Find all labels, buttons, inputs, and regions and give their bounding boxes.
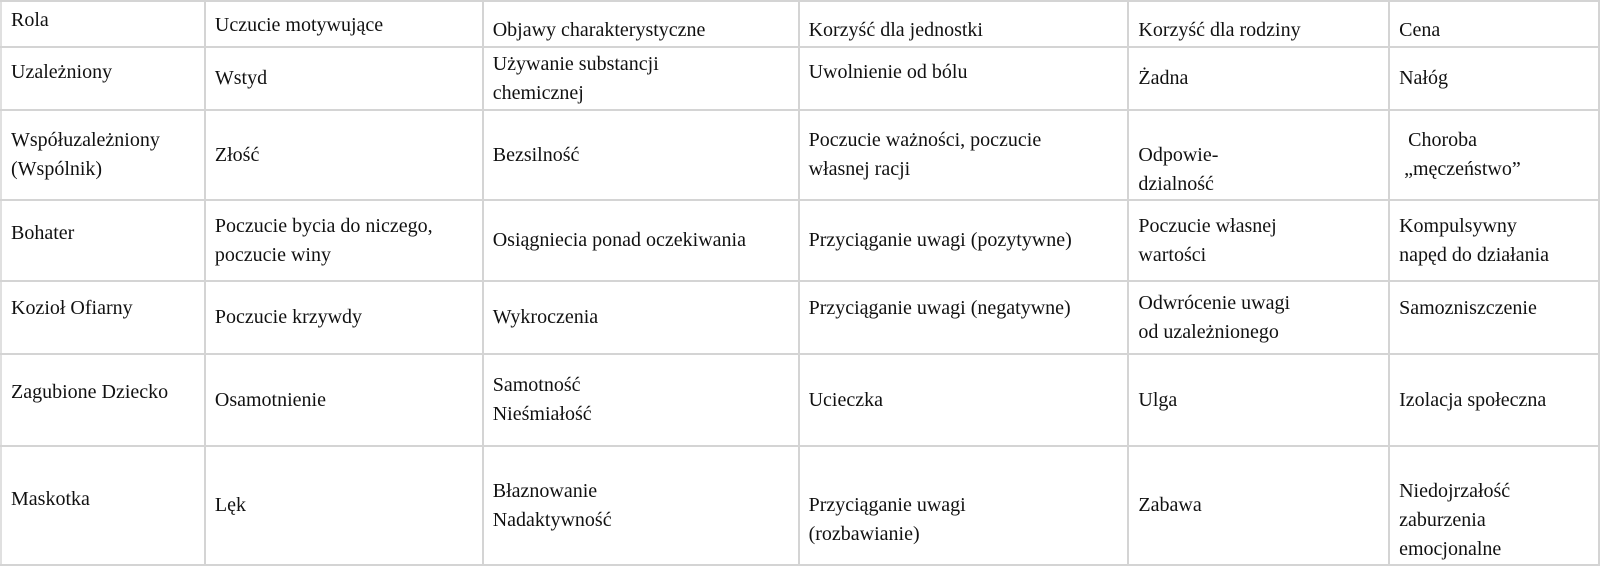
cell-korzysc-jednostki: Poczucie ważności, poczucie własnej racji (799, 110, 1129, 200)
cell-objawy: Używanie substancji chemicznej (483, 47, 799, 110)
cell-uczucie: Poczucie krzywdy (205, 281, 483, 354)
cell-objawy: Osiągniecia ponad oczekiwania (483, 200, 799, 281)
cell-korzysc-rodziny: Odpowie- dzialność (1128, 110, 1389, 200)
cell-korzysc-jednostki: Ucieczka (799, 354, 1129, 446)
cell-objawy: Błaznowanie Nadaktywność (483, 446, 799, 565)
table-row (1, 281, 1599, 354)
cell-korzysc-jednostki: Przyciąganie uwagi (rozbawianie) (799, 446, 1129, 565)
cell-cena: Niedojrzałość zaburzenia emocjonalne (1389, 446, 1599, 565)
cell-rola: Uzależniony (1, 47, 205, 110)
cell-korzysc-rodziny: Odwrócenie uwagi od uzależnionego (1128, 281, 1389, 354)
header-cell-korzysc-rodziny: Korzyść dla rodziny (1128, 1, 1389, 47)
cell-rola: Maskotka (1, 446, 205, 565)
cell-cena: Kompulsywny napęd do działania (1389, 200, 1599, 281)
cell-objawy: Bezsilność (483, 110, 799, 200)
table-row (1, 446, 1599, 565)
header-cell-uczucie: Uczucie motywujące (205, 1, 483, 47)
table-row (1, 200, 1599, 281)
header-cell-cena: Cena (1389, 1, 1599, 47)
cell-korzysc-rodziny: Żadna (1128, 47, 1389, 110)
cell-uczucie: Poczucie bycia do niczego, poczucie winy (205, 200, 483, 281)
cell-rola: Zagubione Dziecko (1, 354, 205, 446)
cell-cena: Izolacja społeczna (1389, 354, 1599, 446)
table-row (1, 354, 1599, 446)
cell-uczucie: Lęk (205, 446, 483, 565)
cell-korzysc-rodziny: Poczucie własnej wartości (1128, 200, 1389, 281)
cell-cena: Choroba „męczeństwo” (1389, 110, 1599, 200)
header-row (1, 1, 1599, 47)
cell-objawy: Wykroczenia (483, 281, 799, 354)
cell-korzysc-rodziny: Ulga (1128, 354, 1389, 446)
cell-rola: Współuzależniony (Wspólnik) (1, 110, 205, 200)
header-cell-rola: Rola (1, 1, 205, 47)
header-cell-korzysc-jednostki: Korzyść dla jednostki (799, 1, 1129, 47)
header-cell-objawy: Objawy charakterystyczne (483, 1, 799, 47)
table-row (1, 110, 1599, 200)
cell-rola: Bohater (1, 200, 205, 281)
cell-uczucie: Wstyd (205, 47, 483, 110)
cell-rola: Kozioł Ofiarny (1, 281, 205, 354)
cell-objawy: Samotność Nieśmiałość (483, 354, 799, 446)
cell-cena: Samozniszczenie (1389, 281, 1599, 354)
cell-uczucie: Złość (205, 110, 483, 200)
cell-uczucie: Osamotnienie (205, 354, 483, 446)
cell-korzysc-jednostki: Uwolnienie od bólu (799, 47, 1129, 110)
cell-korzysc-jednostki: Przyciąganie uwagi (negatywne) (799, 281, 1129, 354)
cell-korzysc-jednostki: Przyciąganie uwagi (pozytywne) (799, 200, 1129, 281)
cell-cena: Nałóg (1389, 47, 1599, 110)
cell-korzysc-rodziny: Zabawa (1128, 446, 1389, 565)
table-row (1, 47, 1599, 110)
